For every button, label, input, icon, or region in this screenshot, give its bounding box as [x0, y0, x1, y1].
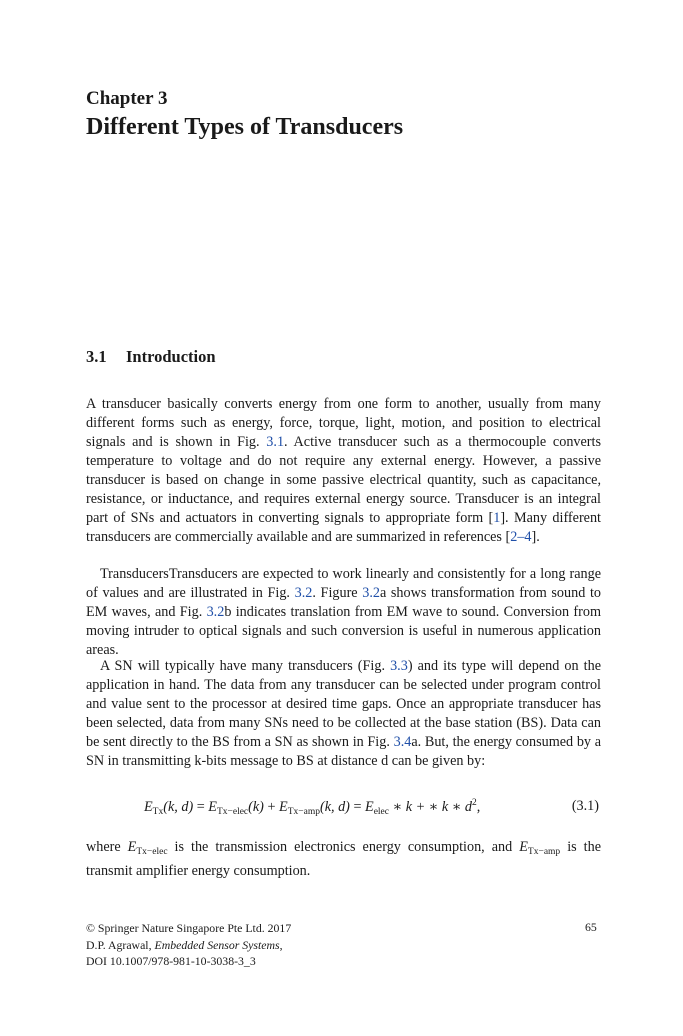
text-span: ) and its type will depend on the application in hand. The data from any transducer can be selected under program control and value sent to the processor at desired time gaps. Once an appropriate transducer has been selected, data from many SNs need to be collected at the base station (BS). Data can be sent directly to the BS from a SN as shown in Fig. — [86, 658, 601, 750]
text-span: A transducer basically converts energy from one form to another, usually from many different forms such as energy, force, torque, light, motion, and position to electrical signals and is shown in Fig. — [86, 396, 601, 450]
text-span: a. But, the energy consumed by a SN in transmitting k-bits message to BS at distance d can be given by: — [86, 734, 602, 769]
section-title: Introduction — [126, 347, 216, 366]
text-span: b indicates translation from EM wave to sound. Conversion from moving intruder to optical signals and such conversion is useful in numerous application areas. — [86, 604, 601, 658]
text-span: is the transmission electronics energy consumption, and — [167, 839, 520, 855]
paragraph-4 — [86, 838, 601, 881]
figure-link[interactable]: 3.1 — [266, 434, 285, 450]
footer-author-line: D.P. Agrawal, Embedded Sensor Systems, — [86, 937, 283, 952]
text-span: a shows transformation from sound to EM waves, and Fig. — [86, 585, 601, 620]
paragraph-2 — [86, 565, 601, 660]
text-span: TransducersTransducers are expected to work linearly and consistently for a long range of values and are illustrated in Fig. — [86, 566, 601, 601]
chapter-title: Different Types of Transducers — [86, 114, 404, 140]
figure-link[interactable]: 3.3 — [390, 658, 408, 674]
paragraph-1 — [86, 395, 601, 547]
text-span: ]. Many different transducers are commercially available and are summarized in references [ — [86, 510, 601, 545]
text-span: A SN will typically have many transducers (Fig. — [100, 658, 391, 674]
text-span: . Active transducer such as a thermocouple converts temperature to voltage and do not require any external energy. However, a passive transducer is based on change in some passive electrical quantity, such as capacitance, resistance, or inductance, and requires external energy source. Transducer is an integral part of SNs and actuators in converting signals to appropriate form [ — [86, 434, 601, 526]
equation-body: $E_{Tx}(k$, $d) = E_{Tx-elec}(k) + E_{Tx-amp}(k$, $d) = E_{elec}$ ∗ k + ∗ k ∗ $d^2$, — [144, 798, 481, 817]
citation-link[interactable]: 1 — [493, 510, 501, 526]
footer-doi: DOI 10.1007/978-981-10-3038-3_3 — [86, 954, 256, 968]
text-span: where — [86, 839, 128, 855]
math-symbol: E — [127, 839, 137, 855]
figure-link[interactable]: 3.4 — [393, 734, 412, 750]
math-subscript: Tx−amp — [527, 847, 561, 857]
figure-link[interactable]: 3.2 — [206, 604, 225, 620]
section-number: 3.1 — [86, 347, 107, 366]
figure-link[interactable]: 3.2 — [294, 585, 313, 601]
book-title: Embedded Sensor Systems — [154, 937, 280, 952]
equation-number: (3.1) — [571, 798, 599, 814]
chapter-label: Chapter 3 — [86, 88, 168, 109]
section-heading — [86, 347, 216, 367]
text-span: . Figure — [312, 585, 363, 601]
math-subscript: Tx−elec — [136, 847, 168, 857]
citation-link[interactable]: 2 — [510, 529, 518, 545]
math-symbol: E — [519, 839, 528, 855]
text-span: is the transmit amplifier energy consumption. — [86, 839, 601, 879]
footer-copyright: © Springer Nature Singapore Pte Ltd. 2017 — [86, 921, 292, 935]
footer — [86, 920, 291, 970]
text-span: ]. — [531, 529, 540, 545]
citation-link[interactable]: 4 — [524, 529, 532, 545]
citation-dash: – — [517, 529, 525, 545]
figure-link[interactable]: 3.2 — [362, 585, 380, 601]
paragraph-3 — [86, 657, 601, 771]
equation-3-1 — [86, 798, 601, 822]
page-number: 65 — [585, 920, 597, 934]
